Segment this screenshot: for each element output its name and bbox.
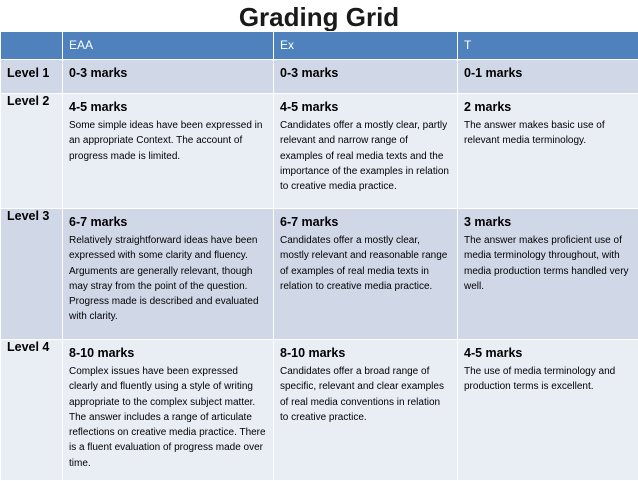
marks-text: 6-7 marks bbox=[69, 215, 273, 230]
descriptor-text: Complex issues have been expressed clearly and fluently using a style of writing appropriate to the complex subject matter. The answer includes a range of articulate reflections on creative media practice. There is a fluent evaluation of progress made over time. bbox=[69, 364, 273, 471]
cell-t bbox=[458, 209, 638, 340]
cell-ex bbox=[274, 94, 458, 209]
descriptor-text: Candidates offer a broad range of specific, relevant and clear examples of real media conventions in relation to creative practice. bbox=[280, 364, 457, 425]
header-ex: Ex bbox=[274, 32, 458, 60]
cell-eaa bbox=[63, 94, 274, 209]
page-title: Grading Grid bbox=[0, 0, 638, 31]
marks-text: 0-1 marks bbox=[464, 66, 638, 81]
level-label: Level 1 bbox=[1, 60, 63, 94]
descriptor-text: The answer makes basic use of relevant media terminology. bbox=[464, 118, 638, 149]
level-label: Level 4 bbox=[1, 340, 63, 481]
marks-text: 8-10 marks bbox=[280, 346, 457, 361]
cell-ex bbox=[274, 60, 458, 94]
cell-eaa bbox=[63, 60, 274, 94]
descriptor-text: The answer makes proficient use of media terminology throughout, with media production terms handled very well. bbox=[464, 233, 638, 294]
marks-text: 3 marks bbox=[464, 215, 638, 230]
marks-text: 4-5 marks bbox=[280, 100, 457, 115]
table-row bbox=[1, 94, 638, 209]
cell-eaa bbox=[63, 340, 274, 481]
table-row bbox=[1, 209, 638, 340]
level-label: Level 2 bbox=[1, 94, 63, 209]
descriptor-text: Some simple ideas have been expressed in an appropriate Context. The account of progress made is limited. bbox=[69, 118, 273, 164]
cell-t bbox=[458, 60, 638, 94]
descriptor-text: Candidates offer a mostly clear, partly relevant and narrow range of examples of real media texts and the importance of the examples in relation to creative media practice. bbox=[280, 118, 457, 194]
cell-t bbox=[458, 340, 638, 481]
grading-table bbox=[0, 31, 638, 481]
level-label: Level 3 bbox=[1, 209, 63, 340]
table-row bbox=[1, 340, 638, 481]
header-t: T bbox=[458, 32, 638, 60]
marks-text: 2 marks bbox=[464, 100, 638, 115]
header-eaa: EAA bbox=[63, 32, 274, 60]
descriptor-text: The use of media terminology and production terms is excellent. bbox=[464, 364, 638, 395]
marks-text: 4-5 marks bbox=[464, 346, 638, 361]
marks-text: 0-3 marks bbox=[280, 66, 457, 81]
descriptor-text: Relatively straightforward ideas have been expressed with some clarity and fluency. Arguments are generally relevant, though may stray from the point of the question. Progress made is described and evaluated with clarity. bbox=[69, 233, 273, 325]
descriptor-text: Candidates offer a mostly clear, mostly relevant and reasonable range of examples of real media texts in relation to creative media practice. bbox=[280, 233, 457, 294]
marks-text: 4-5 marks bbox=[69, 100, 273, 115]
header-corner bbox=[1, 32, 63, 60]
cell-t bbox=[458, 94, 638, 209]
marks-text: 6-7 marks bbox=[280, 215, 457, 230]
cell-ex bbox=[274, 340, 458, 481]
table-row bbox=[1, 60, 638, 94]
marks-text: 0-3 marks bbox=[69, 66, 273, 81]
marks-text: 8-10 marks bbox=[69, 346, 273, 361]
cell-eaa bbox=[63, 209, 274, 340]
header-row bbox=[1, 32, 638, 60]
cell-ex bbox=[274, 209, 458, 340]
